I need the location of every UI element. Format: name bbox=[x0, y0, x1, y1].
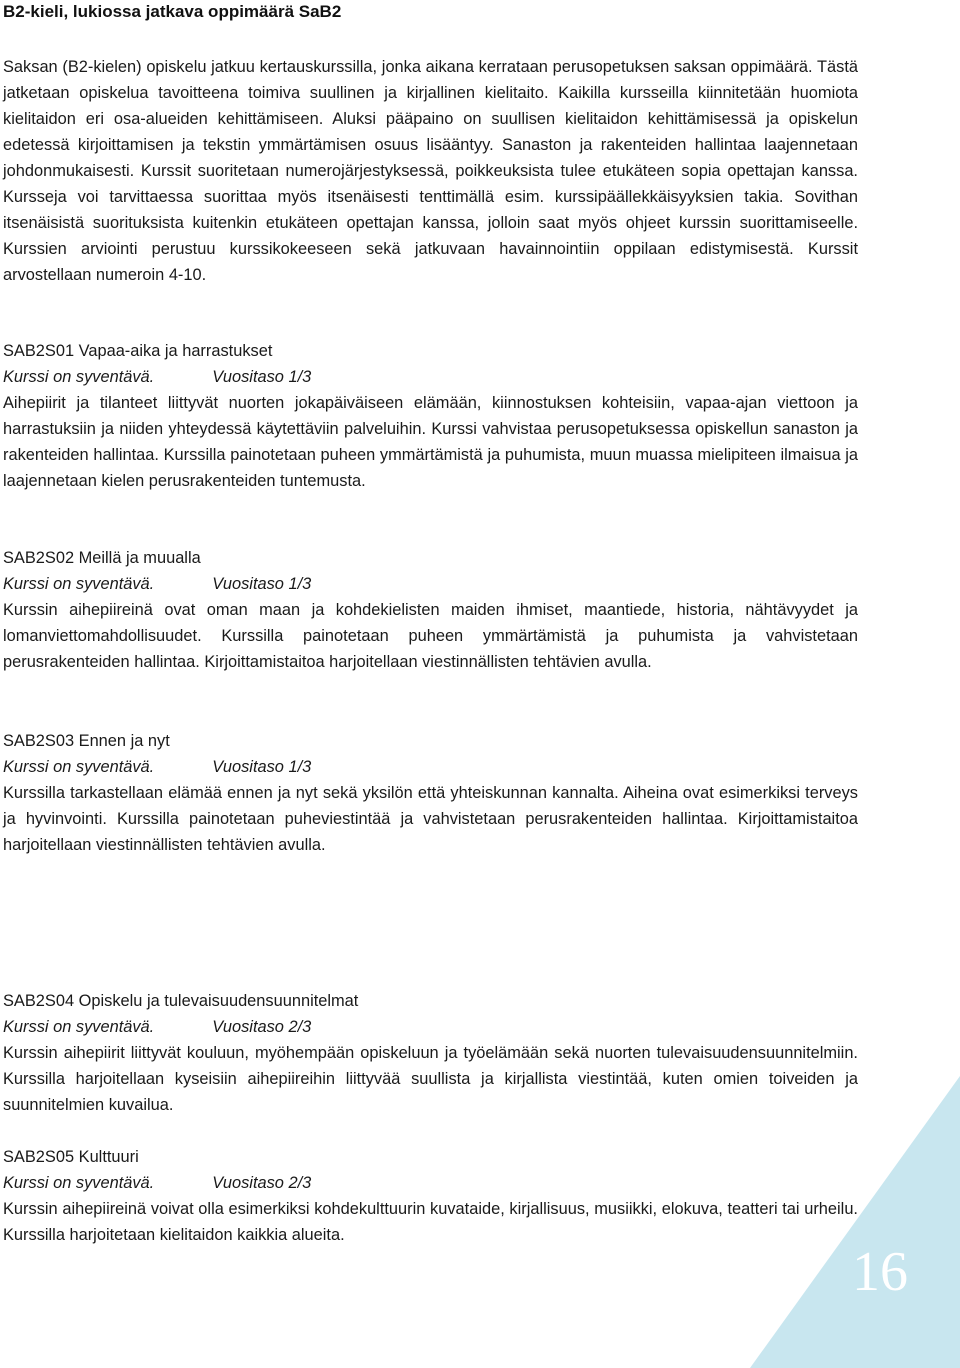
course-section bbox=[3, 988, 858, 1118]
course-section bbox=[3, 1144, 858, 1248]
course-type: Kurssi on syventävä. bbox=[3, 758, 155, 776]
course-description: Kurssin aihepiirit liittyvät kouluun, myöhempään opiskeluun ja työelämään sekä nuorten tulevaisuudensuunnitelmiin. Kurssilla harjoitellaan kyseisiin aihepiireihin liittyvää suullista ja kirjallista viestintää, kuten omien toiveiden ja suunnitelmien kuvailua. bbox=[3, 1044, 858, 1114]
course-meta bbox=[3, 754, 858, 780]
course-heading: SAB2S03 Ennen ja nyt bbox=[3, 732, 170, 750]
course-type: Kurssi on syventävä. bbox=[3, 368, 155, 386]
course-meta bbox=[3, 364, 858, 390]
page-title: B2-kieli, lukiossa jatkava oppimäärä SaB2 bbox=[3, 2, 342, 21]
course-heading: SAB2S02 Meillä ja muualla bbox=[3, 549, 201, 567]
course-type: Kurssi on syventävä. bbox=[3, 575, 155, 593]
intro-paragraph: Saksan (B2-kielen) opiskelu jatkuu kertauskurssilla, jonka aikana kerrataan perusopetuksen saksan oppimäärä. Tästä jatketaan opiskelua tavoitteena toimiva suullinen ja kirjallinen kielitaito. Kaikilla kursseilla kiinnitetään huomiota kielitaidon eri osa-alueiden kehittämiseen. Aluksi pääpaino on suullisen kielitaidon kehittämisessä ja opiskelun edetessä kirjoittamisen ja tekstin ymmärtämisen osuus lisääntyy. Sanaston ja rakenteiden hallintaa laajennetaan johdonmukaisesti. Kurssit suoritetaan numerojärjestyksessä, poikkeuksista tulee etukäteen sopia opettajan kanssa. Kursseja voi tarvittaessa suorittaa myös itsenäisesti tenttimällä esim. kurssipäällekkäisyyksien takia. Sovithan itsenäisistä suorituksista kuitenkin etukäteen opettajan kanssa, jolloin saat myös ohjeet kurssin suorittamiseelle. Kurssien arviointi perustuu kurssikokeeseen sekä jatkuvaan havainnointiin oppilaan edistymisestä. Kurssit arvostellaan numeroin 4-10. bbox=[3, 58, 858, 284]
course-section bbox=[3, 728, 858, 858]
course-level: Vuositaso 1/3 bbox=[212, 758, 312, 776]
course-level: Vuositaso 1/3 bbox=[212, 575, 312, 593]
course-type: Kurssi on syventävä. bbox=[3, 1018, 155, 1036]
course-meta bbox=[3, 571, 858, 597]
course-section bbox=[3, 545, 858, 675]
course-description: Kurssilla tarkastellaan elämää ennen ja nyt sekä yksilön että yhteiskunnan kannalta. Aiheina ovat esimerkiksi terveys ja hyvinvointi. Kurssilla painotetaan puheviestintää ja vahvistetaan perusrakenteiden hallintaa. Kirjoittamistaitoa harjoitellaan viestinnällisten tehtävien avulla. bbox=[3, 784, 858, 854]
course-level: Vuositaso 2/3 bbox=[212, 1018, 312, 1036]
course-level: Vuositaso 1/3 bbox=[212, 368, 312, 386]
course-level: Vuositaso 2/3 bbox=[212, 1174, 312, 1192]
page-number: 16 bbox=[852, 1241, 908, 1303]
course-type: Kurssi on syventävä. bbox=[3, 1174, 155, 1192]
course-heading: SAB2S01 Vapaa-aika ja harrastukset bbox=[3, 342, 273, 360]
course-meta bbox=[3, 1170, 858, 1196]
corner-decoration bbox=[750, 1076, 960, 1368]
course-description: Aihepiirit ja tilanteet liittyvät nuorten jokapäiväiseen elämään, kiinnostuksen kohteisiin, vapaa-ajan viettoon ja harrastuksiin ja niiden yhteydessä käytettäviin palveluihin. Kurssi vahvistaa perusopetuksessa opiskellun sanaston ja rakenteiden hallintaa. Kurssilla painotetaan puheen ymmärtämistä ja puhumista, muun muassa mielipiteen ilmaisua ja laajennetaan kielen perusrakenteiden tuntemusta. bbox=[3, 394, 858, 490]
course-meta bbox=[3, 1014, 858, 1040]
course-section bbox=[3, 338, 858, 494]
course-heading: SAB2S05 Kulttuuri bbox=[3, 1148, 139, 1166]
course-description: Kurssin aihepiireinä ovat oman maan ja kohdekielisten maiden ihmiset, maantiede, historia, nähtävyydet ja lomanviettomahdollisuudet. Kurssilla painotetaan puheen ymmärtämistä ja puhumista ja vahvistetaan perusrakenteiden hallintaa. Kirjoittamistaitoa harjoitellaan viestinnällisten tehtävien avulla. bbox=[3, 601, 858, 671]
course-description: Kurssin aihepiireinä voivat olla esimerkiksi kohdekulttuurin kuvataide, kirjallisuus, musiikki, elokuva, teatteri tai urheilu. Kurssilla harjoitetaan kielitaidon kaikkia alueita. bbox=[3, 1200, 858, 1244]
course-heading: SAB2S04 Opiskelu ja tulevaisuudensuunnitelmat bbox=[3, 992, 359, 1010]
